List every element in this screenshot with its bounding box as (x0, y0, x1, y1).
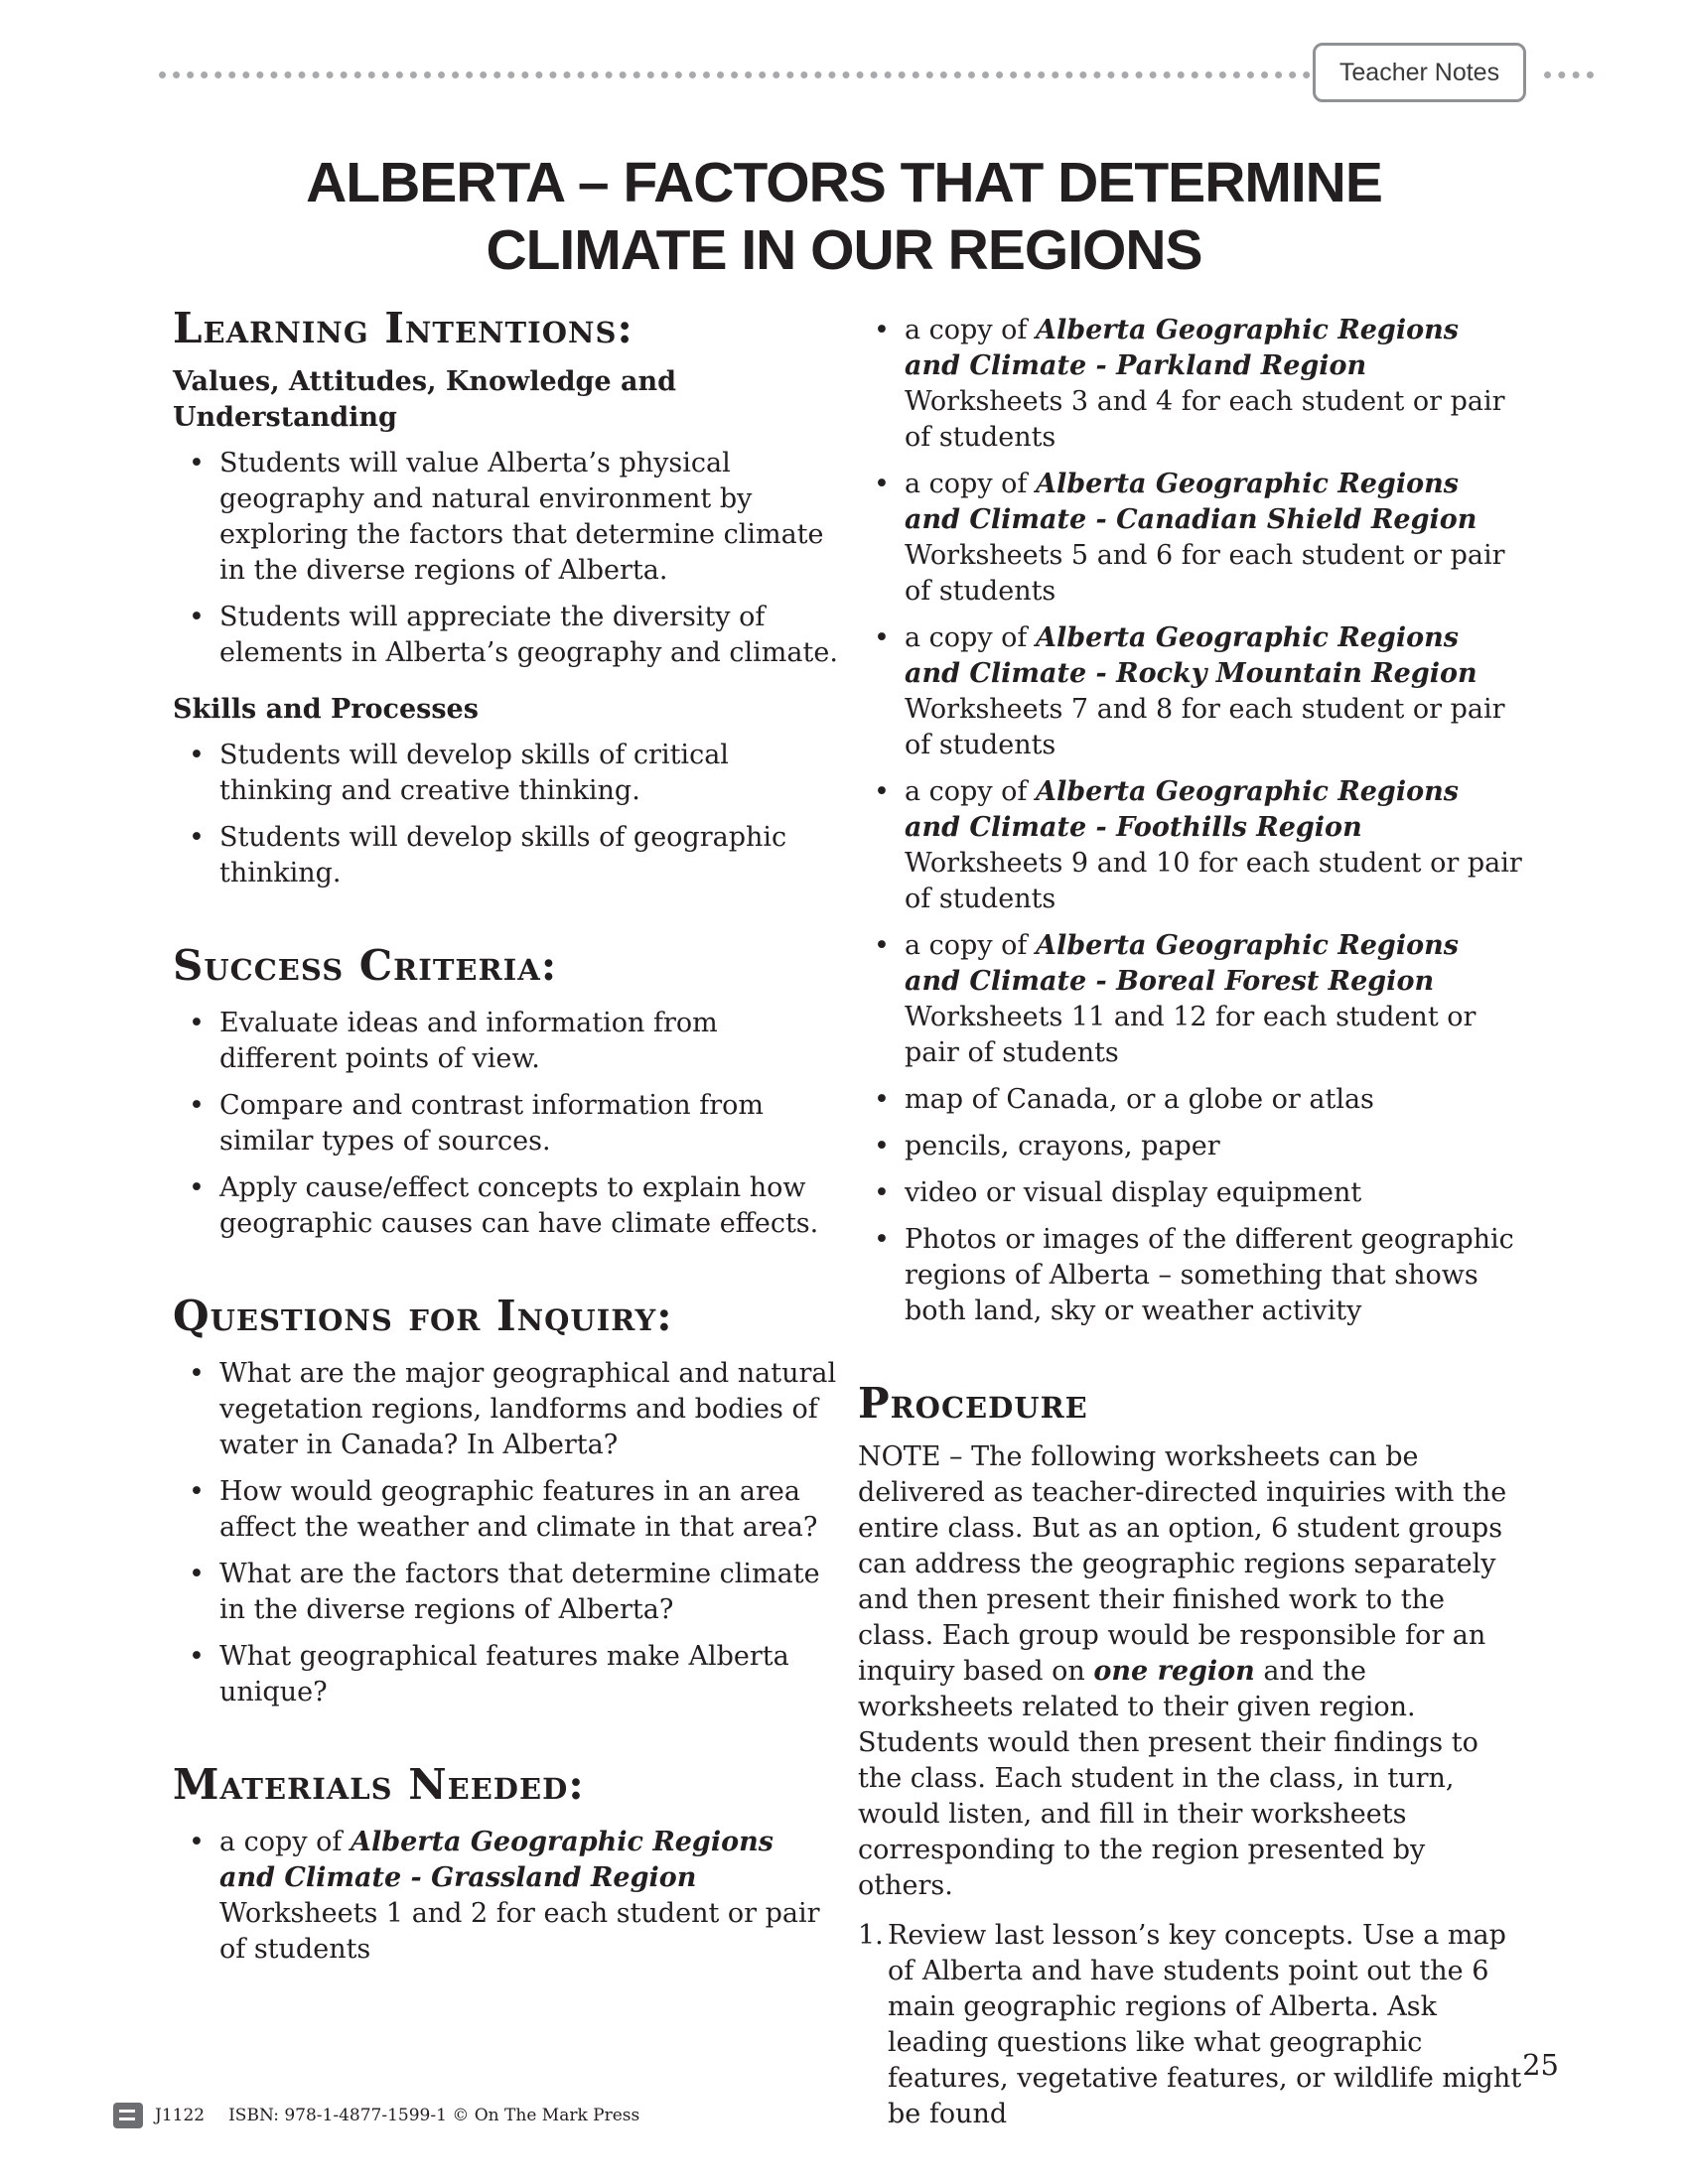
procedure-heading: Procedure (858, 1379, 1088, 1428)
skills-subheading: Skills and Processes (173, 694, 479, 725)
list-item: • Evaluate ideas and information from different points of view. (173, 1006, 838, 1077)
teacher-notes-tab: Teacher Notes (1313, 43, 1526, 102)
right-column (858, 313, 1523, 2132)
procedure-note: NOTE – The following worksheets can be delivered as teacher-directed inquiries with the entire class. But as an option, 6 student groups can address the geographic regions separately and then present their finished work to the class. Each group would be responsible for an inquiry based on one region and the worksheets related to their given region. Students would then present their findings to the class. Each student in the class, in turn, would listen, and fill in their worksheets corresponding to the region presented by others. (858, 1441, 1507, 1901)
materials-needed-heading: Materials Needed: (173, 1760, 585, 1809)
list-item: • a copy of Alberta Geographic Regions and Climate - Canadian Shield Region Worksheets 5 and 6 for each student or pair of students (858, 467, 1523, 610)
worksheet-title: Alberta Geographic Regions and Climate - Canadian Shield Region (905, 469, 1477, 535)
worksheet-title: Alberta Geographic Regions and Climate - Grassland Region (219, 1827, 774, 1893)
values-subheading: Values, Attitudes, Knowledge and Understanding (173, 366, 676, 433)
step-text: Review last lesson’s key concepts. Use a map of Alberta and have students point out the 6 main geographic regions of Alberta. Ask leading questions like what geographic features, vegetative features, or wildlife might be found (888, 1920, 1522, 2129)
list-item: • Compare and contrast information from similar types of sources. (173, 1088, 838, 1160)
procedure-steps (858, 1918, 1523, 2132)
list-item: • pencils, crayons, paper (858, 1129, 1523, 1164)
learning-skills-list (173, 738, 838, 891)
left-column (173, 303, 838, 1979)
list-item: • a copy of Alberta Geographic Regions and Climate - Boreal Forest Region Worksheets 11 and 12 for each student or pair of students (858, 928, 1523, 1071)
list-item: • a copy of Alberta Geographic Regions and Climate - Rocky Mountain Region Worksheets 7 and 8 for each student or pair of students (858, 620, 1523, 763)
header-dotted-rule-left (159, 71, 1311, 78)
page-number: 25 (1522, 2048, 1559, 2082)
publisher-logo-icon (113, 2103, 143, 2128)
procedure-emphasis: one region (1093, 1656, 1255, 1687)
list-item: • Students will develop skills of geographic thinking. (173, 820, 838, 891)
step-number: 1. (858, 1920, 884, 1951)
page-title-line-1: ALBERTA – FACTORS THAT DETERMINE (306, 151, 1382, 214)
procedure-step (858, 1918, 1523, 2132)
page-title (149, 149, 1539, 284)
list-item: • video or visual display equipment (858, 1175, 1523, 1211)
list-item: • What geographical features make Alberta unique? (173, 1639, 838, 1710)
list-item: • Students will develop skills of critical thinking and creative thinking. (173, 738, 838, 809)
list-item: • map of Canada, or a globe or atlas (858, 1082, 1523, 1118)
questions-for-inquiry-heading: Questions for Inquiry: (173, 1292, 673, 1340)
list-item: • What are the factors that determine climate in the diverse regions of Alberta? (173, 1557, 838, 1628)
header-dotted-rule-right (1544, 71, 1594, 78)
list-item: • How would geographic features in an area affect the weather and climate in that area? (173, 1474, 838, 1546)
isbn-copyright: ISBN: 978-1-4877-1599-1 © On The Mark Press (228, 2106, 640, 2125)
worksheet-title: Alberta Geographic Regions and Climate - Foothills Region (905, 776, 1459, 843)
success-criteria-heading: Success Criteria: (173, 941, 558, 990)
list-item: • a copy of Alberta Geographic Regions and Climate - Grassland Region Worksheets 1 and 2 for each student or pair of students (173, 1825, 838, 1968)
learning-values-list (173, 446, 838, 671)
inquiry-questions-list (173, 1356, 838, 1710)
worksheet-title: Alberta Geographic Regions and Climate - Rocky Mountain Region (905, 622, 1477, 689)
materials-list-left (173, 1825, 838, 1968)
materials-list-right (858, 313, 1523, 1329)
list-item: • Photos or images of the different geographic regions of Alberta – something that shows both land, sky or weather activity (858, 1222, 1523, 1329)
list-item: • a copy of Alberta Geographic Regions and Climate - Parkland Region Worksheets 3 and 4 for each student or pair of students (858, 313, 1523, 456)
list-item: • Students will value Alberta’s physical geography and natural environment by exploring the factors that determine climate in the diverse regions of Alberta. (173, 446, 838, 589)
list-item: • a copy of Alberta Geographic Regions and Climate - Foothills Region Worksheets 9 and 10 for each student or pair of students (858, 774, 1523, 917)
page-title-line-2: CLIMATE IN OUR REGIONS (486, 218, 1202, 282)
worksheet-title: Alberta Geographic Regions and Climate - Parkland Region (905, 315, 1459, 381)
list-item: • What are the major geographical and natural vegetation regions, landforms and bodies of water in Canada? In Alberta? (173, 1356, 838, 1463)
list-item: • Students will appreciate the diversity of elements in Alberta’s geography and climate. (173, 600, 838, 671)
success-criteria-list (173, 1006, 838, 1242)
footer (113, 2101, 639, 2130)
list-item: • Apply cause/effect concepts to explain how geographic causes can have climate effects. (173, 1170, 838, 1242)
worksheet-title: Alberta Geographic Regions and Climate - Boreal Forest Region (905, 930, 1459, 997)
product-code: J1122 (155, 2106, 206, 2125)
learning-intentions-heading: Learning Intentions: (173, 304, 633, 352)
